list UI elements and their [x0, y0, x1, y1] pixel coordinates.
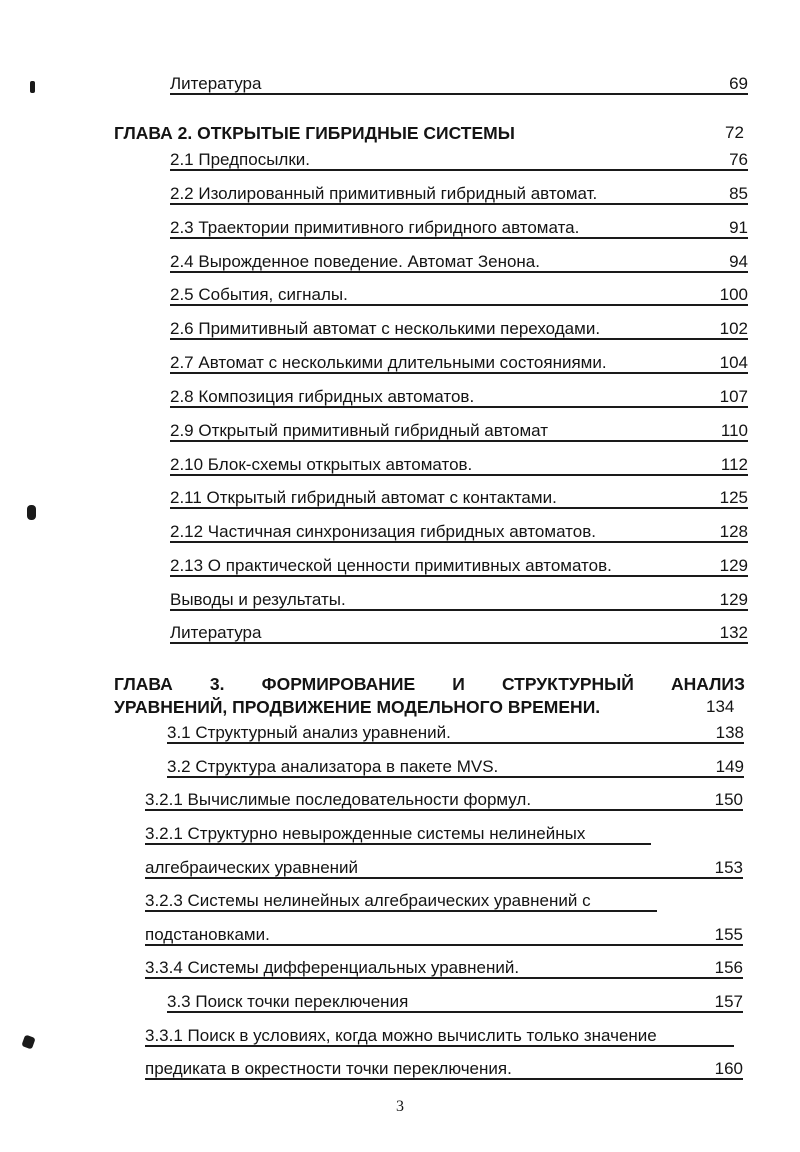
- toc-entry-page: 132: [719, 623, 748, 642]
- toc-entry-title: Литература: [170, 74, 262, 93]
- toc-entry-page: 149: [715, 757, 744, 776]
- toc-entry-title: алгебраических уравнений: [145, 858, 359, 877]
- toc-entry[interactable]: [170, 252, 748, 272]
- chapter-heading-line1: [114, 673, 745, 695]
- toc-entry[interactable]: [145, 925, 743, 945]
- toc-entry-page: 69: [729, 74, 748, 93]
- toc-entry-title: 2.13 О практической ценности примитивных автоматов.: [170, 556, 612, 575]
- underline: [170, 338, 748, 340]
- toc-entry[interactable]: [167, 757, 744, 777]
- toc-entry[interactable]: [170, 421, 748, 441]
- toc-entry-page: 94: [729, 252, 748, 271]
- heading-word: АНАЛИЗ: [670, 674, 745, 694]
- underline: [145, 1078, 743, 1080]
- toc-entry-page: 157: [714, 992, 743, 1011]
- underline: [170, 271, 748, 273]
- underline: [145, 944, 743, 946]
- toc-entry-page: 112: [720, 455, 748, 474]
- page-number: 3: [396, 1098, 404, 1115]
- toc-entry-page: 155: [714, 925, 743, 944]
- heading-word: ГЛАВА: [114, 674, 173, 694]
- underline: [170, 507, 748, 509]
- toc-entry[interactable]: [145, 858, 743, 878]
- toc-entry-page: 128: [719, 522, 748, 541]
- heading-word: 3.: [209, 674, 225, 694]
- toc-entry-title: 2.6 Примитивный автомат с несколькими переходами.: [170, 319, 601, 338]
- toc-entry-title: 3.2.1 Структурно невырожденные системы нелинейных: [145, 824, 586, 843]
- toc-entry[interactable]: [145, 958, 743, 978]
- toc-entry-page: 107: [719, 387, 748, 406]
- toc-entry-title: Выводы и результаты.: [170, 590, 346, 609]
- scan-mark: [30, 81, 35, 93]
- toc-entry-line[interactable]: [145, 824, 651, 844]
- underline: [170, 93, 748, 95]
- toc-entry[interactable]: [170, 455, 748, 475]
- underline: [145, 1045, 734, 1047]
- toc-entry-title: 3.3.4 Системы дифференциальных уравнений.: [145, 958, 520, 977]
- toc-entry-title: 3.3.1 Поиск в условиях, когда можно вычислить только значение: [145, 1026, 657, 1045]
- underline: [170, 474, 748, 476]
- toc-entry-title: 2.5 События, сигналы.: [170, 285, 348, 304]
- toc-entry[interactable]: [145, 790, 743, 810]
- toc-entry-title: 2.12 Частичная синхронизация гибридных автоматов.: [170, 522, 596, 541]
- toc-entry-page: 85: [729, 184, 748, 203]
- underline: [170, 440, 748, 442]
- heading-word: ФОРМИРОВАНИЕ: [261, 674, 416, 694]
- underline: [170, 169, 748, 171]
- underline: [170, 304, 748, 306]
- toc-entry-title: 2.9 Открытый примитивный гибридный автомат: [170, 421, 549, 440]
- toc-entry-title: 2.4 Вырожденное поведение. Автомат Зенона.: [170, 252, 540, 271]
- toc-entry-title: 2.3 Траектории примитивного гибридного автомата.: [170, 218, 580, 237]
- toc-entry[interactable]: [170, 556, 748, 576]
- toc-entry-page: 156: [714, 958, 743, 977]
- toc-entry-page: 129: [719, 590, 748, 609]
- toc-entry[interactable]: [170, 353, 748, 373]
- underline: [170, 541, 748, 543]
- underline: [167, 776, 744, 778]
- toc-entry-page: 100: [719, 285, 748, 304]
- toc-entry-title: 2.10 Блок-схемы открытых автоматов.: [170, 455, 473, 474]
- scan-mark: [27, 505, 36, 520]
- toc-entry[interactable]: [170, 184, 748, 204]
- chapter-heading: ГЛАВА 2. ОТКРЫТЫЕ ГИБРИДНЫЕ СИСТЕМЫ: [114, 123, 515, 143]
- toc-entry-title: 2.2 Изолированный примитивный гибридный автомат.: [170, 184, 598, 203]
- underline: [145, 977, 743, 979]
- toc-entry-page: 138: [715, 723, 744, 742]
- heading-word: И: [452, 674, 465, 694]
- toc-entry[interactable]: [170, 218, 748, 238]
- underline: [170, 203, 748, 205]
- toc-entry-title: предиката в окрестности точки переключения.: [145, 1059, 512, 1078]
- toc-entry-title: подстановками.: [145, 925, 270, 944]
- toc-entry-title: 2.7 Автомат с несколькими длительными состояниями.: [170, 353, 607, 372]
- toc-entry-page: 129: [719, 556, 748, 575]
- toc-entry[interactable]: [145, 1059, 743, 1079]
- toc-entry[interactable]: [170, 387, 748, 407]
- toc-entry[interactable]: [167, 992, 743, 1012]
- toc-entry-line[interactable]: [145, 1026, 734, 1046]
- underline: [145, 910, 657, 912]
- toc-entry-line[interactable]: [145, 891, 657, 911]
- toc-entry[interactable]: [170, 590, 748, 610]
- toc-entry-title: 3.2.1 Вычислимые последовательности формул.: [145, 790, 532, 809]
- scan-mark: [21, 1034, 35, 1049]
- toc-entry[interactable]: [170, 74, 748, 94]
- toc-entry-page: 150: [714, 790, 743, 809]
- underline: [170, 575, 748, 577]
- underline: [145, 877, 743, 879]
- toc-entry-title: 2.11 Открытый гибридный автомат с контактами.: [170, 488, 557, 507]
- chapter-heading-line2: УРАВНЕНИЙ, ПРОДВИЖЕНИЕ МОДЕЛЬНОГО ВРЕМЕНИ.: [114, 697, 601, 717]
- underline: [170, 609, 748, 611]
- toc-entry[interactable]: [170, 150, 748, 170]
- underline: [167, 742, 744, 744]
- toc-entry[interactable]: [167, 723, 744, 743]
- chapter-page: 134: [706, 697, 735, 716]
- toc-entry[interactable]: [170, 319, 748, 339]
- toc-entry-page: 102: [719, 319, 748, 338]
- toc-entry-title: 2.1 Предпосылки.: [170, 150, 310, 169]
- toc-entry[interactable]: [170, 488, 748, 508]
- toc-entry-title: Литература: [170, 623, 262, 642]
- toc-entry-title: 3.2.3 Системы нелинейных алгебраических уравнений с: [145, 891, 591, 910]
- toc-entry-page: 76: [729, 150, 748, 169]
- toc-entry-page: 104: [719, 353, 748, 372]
- underline: [167, 1011, 743, 1013]
- toc-entry-page: 160: [714, 1059, 743, 1078]
- toc-entry-title: 2.8 Композиция гибридных автоматов.: [170, 387, 475, 406]
- underline: [145, 843, 651, 845]
- underline: [170, 406, 748, 408]
- toc-entry[interactable]: [170, 285, 748, 305]
- toc-entry-title: 3.2 Структура анализатора в пакете MVS.: [167, 757, 499, 776]
- toc-entry-title: 3.1 Структурный анализ уравнений.: [167, 723, 451, 742]
- toc-entry-title: 3.3 Поиск точки переключения: [167, 992, 409, 1011]
- underline: [145, 809, 743, 811]
- toc-entry[interactable]: [170, 623, 748, 643]
- underline: [170, 372, 748, 374]
- toc-entry-page: 125: [719, 488, 748, 507]
- toc-entry-page: 110: [720, 421, 748, 440]
- underline: [170, 237, 748, 239]
- chapter-page: 72: [725, 123, 744, 142]
- toc-entry-page: 91: [729, 218, 748, 237]
- toc-entry[interactable]: [170, 522, 748, 542]
- toc-entry-page: 153: [714, 858, 743, 877]
- heading-word: СТРУКТУРНЫЙ: [501, 674, 634, 694]
- underline: [170, 642, 748, 644]
